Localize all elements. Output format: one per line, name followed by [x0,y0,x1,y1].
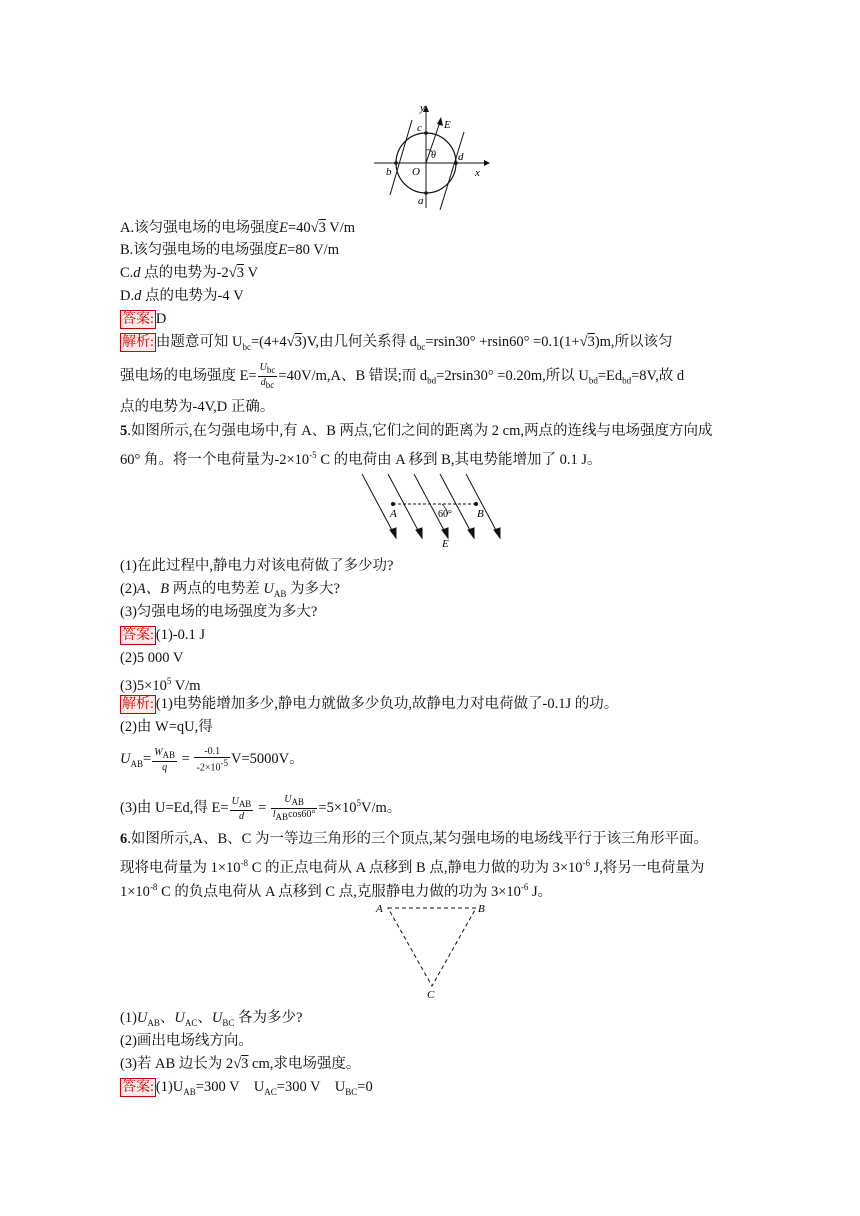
analysis-text: =2rsin30° =0.20m,所以 U [436,367,589,384]
analysis-text: (2)由 W=qU,得 [120,719,213,735]
question-text: .如图所示,A、B、C 为一等边三角形的三个顶点,某匀强电场的电场线平行于该三角形平面。 [127,831,709,847]
question-text: (3)若 AB 边长为 2 [120,1056,234,1072]
label-b: b [386,166,392,178]
question-number: 6 [120,831,128,847]
denominator: -2×10 [196,762,221,774]
analysis-text: =8V,故 d [631,367,685,384]
analysis-text: = [143,750,152,767]
question-text: 、 [159,1010,175,1026]
q4-analysis-line-2 [120,362,684,391]
option-c-text: 点的电势为-2 [140,265,229,281]
option-a-symbol: E [279,220,288,236]
option-c-root: 3 [236,265,244,281]
question-text: C 的负点电荷从 A 点移到 C 点,克服静电力做的功为 3×10 [157,883,521,900]
point-b-dot [394,161,398,165]
superscript: 5 [356,798,362,808]
q5-analysis-2 [120,717,213,737]
question-text: 1×10 [120,883,150,900]
numerator: U [284,794,292,805]
analysis-text: =(4+4 [251,334,287,350]
question-text: 60° 角。将一个电荷量为-2×10 [120,451,310,468]
analysis-tag: 解析: [122,697,154,712]
x-axis-arrow [484,160,490,166]
answer-text: =0 [357,1079,373,1095]
subscript: bc [265,380,275,390]
label-e: E [444,119,451,131]
answer-tag: 答案: [122,1080,154,1095]
subscript: AB [147,1017,160,1028]
point-a-dot [424,191,428,195]
symbol: U [211,1010,223,1026]
root: 3 [587,334,595,350]
label-a: A [376,903,383,915]
answer-text: (1)U [155,1079,184,1095]
subscript: bc [416,341,426,352]
question-text: J,将另一电荷量为 [590,859,705,876]
superscript: 5 [166,676,172,686]
arrow-3 [442,528,448,538]
option-c-unit: V [243,265,259,281]
symbol: A、B [136,581,170,597]
denominator: q [162,761,168,773]
analysis-text: )V,由几何关系得 d [301,334,417,350]
q5-stem-line-1 [120,421,712,441]
analysis-text: =rsin30° +rsin60° =0.1(1+ [425,334,580,350]
arrow-4 [468,528,474,538]
option-a-root: 3 [318,220,326,236]
analysis-text: 由题意可知 U [155,334,243,350]
question-text: 、 [197,1010,212,1026]
field-line-left [390,120,412,195]
answer-text: =300 V U [195,1079,265,1095]
subscript: bd [622,375,632,386]
numerator: -0.1 [194,746,229,758]
option-c-prefix: C. [120,265,134,281]
root: 3 [241,1056,249,1072]
q5-answer [120,625,205,645]
fraction [230,796,254,822]
numerator: U [259,362,267,373]
denominator: l [272,809,276,820]
symbol: U [174,1010,185,1026]
superscript: -8 [240,858,249,868]
option-b-symbol: E [278,242,288,258]
q6-stem-line-3 [120,877,552,902]
analysis-text: V=5000V。 [230,750,304,767]
label-angle: 60° [438,509,452,520]
option-d-symbol: d [134,288,142,304]
question-text: (2) [120,581,137,597]
q6-sub-2 [120,1031,253,1051]
subscript: AC [184,1017,198,1028]
circle-field-figure [372,100,492,210]
analysis-text: (1)电势能增加多少,静电力就做多少负功,故静电力对电荷做了-0.1J 的功。 [155,696,619,712]
label-e: E [442,538,449,550]
question-text: (2)画出电场线方向。 [120,1033,253,1049]
denominator: d [238,810,244,822]
q5-sub-2 [120,579,340,604]
arrow-1 [390,528,396,538]
analysis-text: =40V/m,A、B 错误;而 d [278,367,428,384]
q6-sub-3: (3)若 AB 边长为 2√3 cm,求电场强度。 [120,1056,361,1072]
analysis-text: (3)由 U=Ed,得 E= [120,799,229,816]
label-c: c [417,122,422,134]
numerator: W [154,746,163,758]
label-y: y [420,102,425,114]
subscript: AB [275,812,289,822]
label-d: d [458,151,464,163]
superscript: -6 [520,882,529,892]
superscript: -5 [220,758,228,768]
subscript: BC [345,1086,358,1097]
option-b [120,240,339,260]
question-text: (3)匀强电场的电场强度为多大? [120,604,318,620]
answer-text: V/m [171,677,201,694]
fraction [194,746,229,773]
answer-text: (2)5 000 V [120,650,184,666]
point-c-dot [424,131,428,135]
root: 3 [294,334,302,350]
label-a: A [390,508,397,520]
point-b-dot [474,502,478,506]
numerator: U [231,795,239,807]
answer-tag: 答案: [122,312,154,327]
q5-answer-3 [120,671,201,696]
option-c: C.d 点的电势为-2√3 V [120,265,259,281]
analysis-tag: 解析: [122,335,154,350]
symbol: U [136,1010,148,1026]
answer-text: (3)5×10 [120,677,167,694]
subscript: AB [273,588,287,599]
field-line-right [440,132,464,210]
label-a: a [418,195,424,207]
q6-triangle-figure [372,900,492,1000]
subscript: AB [130,758,143,769]
subscript: bd [588,375,598,386]
question-text: 两点的电势差 [169,581,264,597]
subscript: BC [222,1017,235,1028]
q4-answer-value: D [155,311,167,327]
question-text: (1) [120,1010,137,1026]
superscript: -5 [309,450,317,460]
label-x: x [475,167,480,179]
q5-analysis-4 [120,793,401,823]
q6-sub-1 [120,1008,302,1033]
question-text: (1)在此过程中,静电力对该电荷做了多少功? [120,558,394,574]
question-text: J。 [528,883,553,900]
subscript: AB [162,749,176,760]
subscript: AB [291,797,304,807]
q4-analysis-line-3 [120,397,274,417]
q5-sub-1 [120,556,393,576]
subscript: bd [427,375,437,386]
denominator: d [260,377,266,388]
answer-text: =300 V U [276,1079,346,1095]
point-a-dot [391,502,395,506]
q6-stem-line-2 [120,853,704,878]
q5-sub-3 [120,602,317,622]
option-d-text: 点的电势为-4 V [141,288,244,304]
question-text: .如图所示,在匀强电场中,有 A、B 两点,它们之间的距离为 2 cm,两点的连线与电场强度方向成 [127,423,713,439]
arrow-2 [416,528,422,538]
question-text: 各为多少? [234,1010,303,1026]
option-b-text: B.该匀强电场的电场强度 [120,242,279,258]
superscript: -6 [582,858,591,868]
option-b-value: =80 V/m [287,242,339,258]
label-theta: θ [431,150,436,161]
analysis-text: 强电场的电场强度 E= [120,367,257,384]
subscript: bc [242,341,251,352]
analysis-text: = [257,799,267,816]
question-text: C 的正点电荷从 A 点移到 B 点,静电力做的功为 3×10 [248,859,583,876]
option-a-text: A.该匀强电场的电场强度 [120,220,280,236]
label-o: O [412,166,420,178]
question-text: 现将电荷量为 1×10 [120,859,241,876]
label-c: C [427,989,435,1000]
q5-stem-line-2 [120,445,601,470]
q5-answer-2 [120,648,183,668]
e-arrow [437,117,443,126]
q5-field-figure [360,472,510,550]
analysis-text: V/m。 [361,799,402,816]
fraction [152,747,177,773]
symbol: U [120,750,131,767]
analysis-text: = [181,750,190,767]
label-b: B [477,508,484,520]
question-text: C 的电荷由 A 移到 B,其电势能增加了 0.1 J。 [316,451,602,468]
subscript: AB [238,798,252,809]
analysis-text: =5×10 [318,799,357,816]
option-a: A.该匀强电场的电场强度E=40√3 V/m [120,220,356,236]
field-line-1 [362,474,394,534]
q6-stem-line-1 [120,829,708,849]
q4-analysis-line-1: 解析: 由题意可知 $U_{bc}=(4+4√3)V$,由几何关系得 $d_{bc}=rsin30^\circ +rsin60^\circ =0.1(1+√3)m$,所以该匀 [122,334,673,352]
denominator: cos60° [288,809,316,820]
question-number: 5 [120,423,128,439]
analysis-text: 点的电势为-4V,D 正确。 [120,399,275,415]
subscript: AB [183,1086,196,1097]
symbol: U [263,581,274,597]
question-text: cm,求电场强度。 [248,1056,361,1072]
q5-analysis-3 [120,746,304,774]
superscript: -8 [149,882,158,892]
q6-answer [120,1077,373,1102]
option-c-symbol: d [133,265,141,281]
subscript: AC [264,1086,277,1097]
answer-tag: 答案: [122,628,154,643]
option-d-prefix: D. [120,288,135,304]
fraction [258,362,278,391]
analysis-text: =Ed [597,367,623,384]
label-b: B [478,903,485,915]
q5-analysis-1 [120,694,618,714]
q4-answer [120,309,166,329]
option-a-unit: V/m [325,220,356,236]
option-d [120,286,244,306]
question-text: 为多大? [286,581,340,597]
fraction [271,794,318,823]
option-a-value: =40 [287,220,311,236]
arrow-5 [494,528,500,538]
subscript: bc [266,365,276,375]
triangle [388,908,476,986]
answer-text: (1)-0.1 J [155,627,206,643]
analysis-text: )m,所以该匀 [594,334,673,350]
